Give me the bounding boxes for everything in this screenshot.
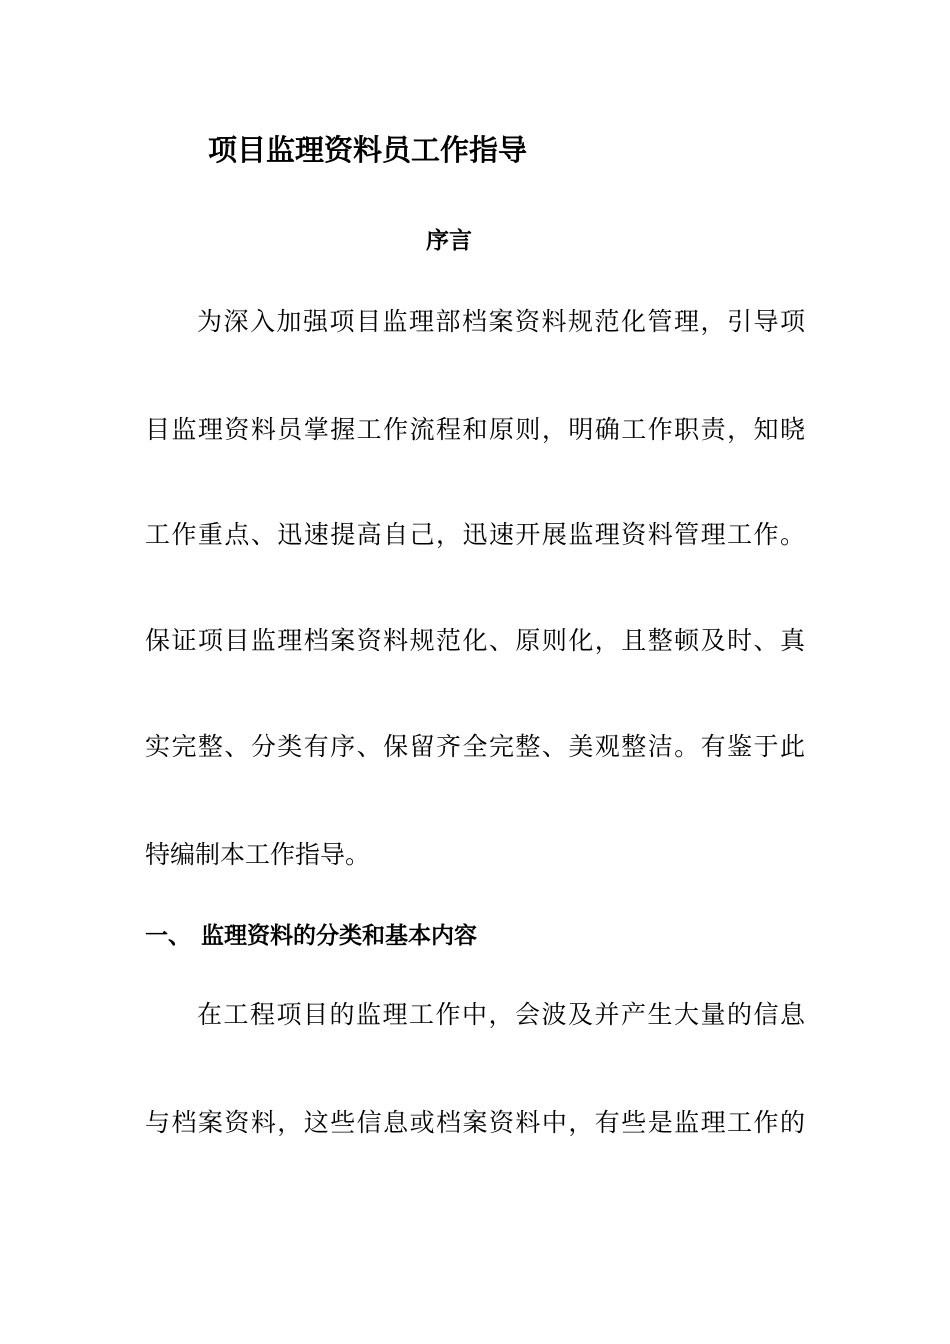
paragraph-line: 在工程项目的监理工作中，会波及并产生大量的信息	[197, 1000, 805, 1029]
paragraph-line: 目监理资料员掌握工作流程和原则，明确工作职责，知晓	[145, 415, 805, 444]
paragraph-line: 实完整、分类有序、保留齐全完整、美观整洁。有鉴于此	[145, 732, 805, 761]
section-title: 监理资料的分类和基本内容	[201, 923, 477, 949]
section-number: 一、	[145, 923, 191, 949]
paragraph-line: 特编制本工作指导。	[145, 840, 371, 869]
document-title: 项目监理资料员工作指导	[208, 133, 528, 167]
paragraph-line: 与档案资料，这些信息或档案资料中，有些是监理工作的	[145, 1108, 805, 1137]
paragraph-line: 保证项目监理档案资料规范化、原则化，且整顿及时、真	[145, 626, 805, 655]
preface-heading: 序言	[426, 227, 472, 254]
paragraph-line: 为深入加强项目监理部档案资料规范化管理，引导项	[197, 307, 805, 336]
paragraph-line: 工作重点、迅速提高自己，迅速开展监理资料管理工作。	[145, 520, 805, 549]
section-heading	[145, 916, 477, 956]
